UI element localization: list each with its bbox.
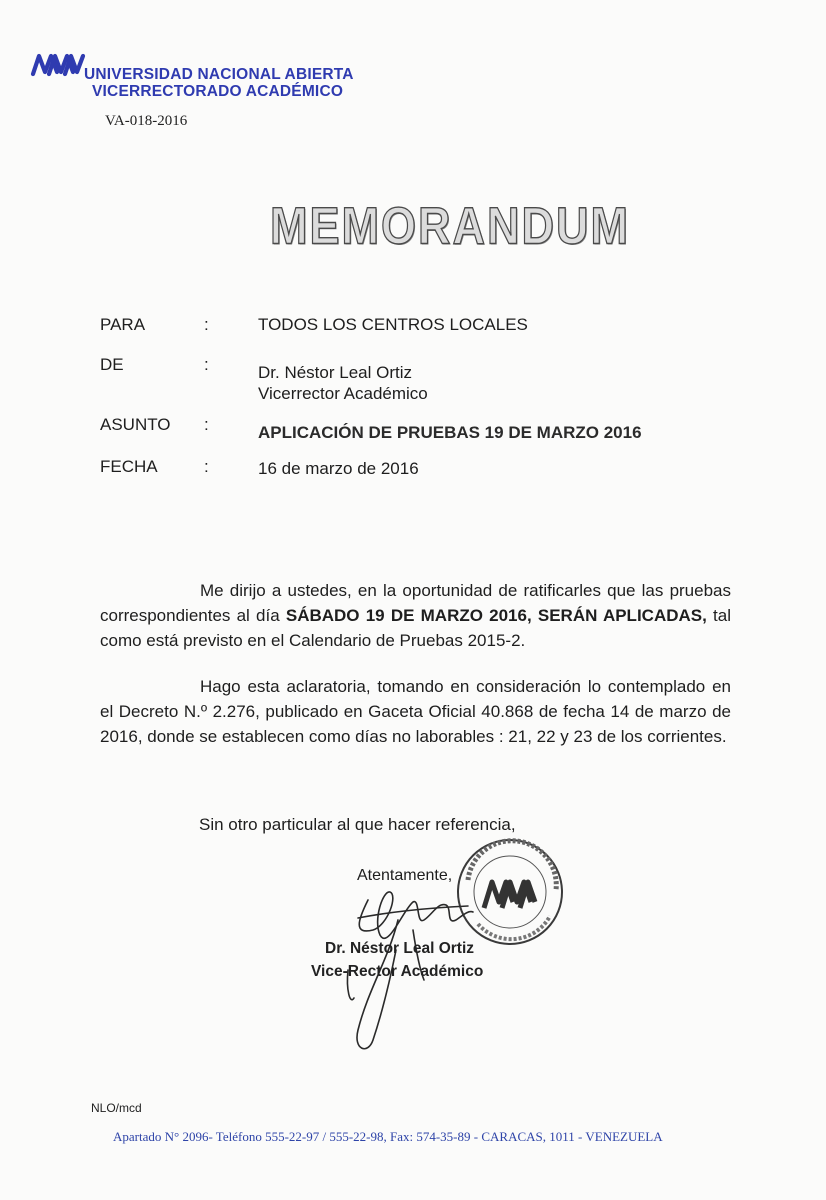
footer-contact: Apartado N° 2096- Teléfono 555-22-97 / 555-22-98, Fax: 574-35-89 - CARACAS, 1011 - VENEZUELA bbox=[113, 1129, 663, 1144]
paragraph-text: Me dirijo a ustedes, en la oportunidad de ratificarles que las pruebas correspondientes al día bbox=[100, 581, 731, 625]
sender-title: Vicerrector Académico bbox=[258, 384, 428, 403]
paragraph-text: tal como está previsto en el Calendario de Pruebas 2015-2. bbox=[100, 606, 731, 650]
field-label: PARA bbox=[100, 315, 146, 334]
body-paragraph-2 bbox=[100, 674, 731, 749]
sender-name: Dr. Néstor Leal Ortiz bbox=[258, 363, 412, 382]
signatory-name: Dr. Néstor Leal Ortiz bbox=[325, 940, 475, 957]
paragraph-emphasis: SÁBADO 19 DE MARZO 2016, SERÁN APLICADAS, bbox=[285, 606, 707, 625]
body-paragraph-1 bbox=[100, 578, 731, 653]
regards-line: Atentamente, bbox=[357, 867, 453, 884]
org-header bbox=[84, 66, 354, 100]
closing-line: Sin otro particular al que hacer referencia, bbox=[199, 815, 516, 834]
field-value: 16 de marzo de 2016 bbox=[258, 459, 419, 478]
typist-initials: NLO/mcd bbox=[91, 1101, 142, 1115]
una-logo-icon bbox=[30, 46, 86, 82]
reference-code: VA-018-2016 bbox=[105, 113, 188, 129]
field-label: DE bbox=[100, 355, 124, 374]
field-value: TODOS LOS CENTROS LOCALES bbox=[258, 315, 528, 334]
signatory-title: Vice-Rector Académico bbox=[311, 963, 484, 980]
field-colon: : bbox=[204, 457, 209, 476]
field-label: ASUNTO bbox=[100, 415, 171, 434]
field-value bbox=[258, 362, 428, 404]
field-colon: : bbox=[204, 355, 209, 374]
field-value: APLICACIÓN DE PRUEBAS 19 DE MARZO 2016 bbox=[258, 423, 642, 442]
paragraph-text: Hago esta aclaratoria, tomando en consideración lo contemplado en el Decreto N.º 2.276, publicado en Gaceta Oficial 40.868 de fecha 14 de marzo de 2016, donde se establecen como días no laborables : 21, 22 y 23 de los corrientes. bbox=[100, 677, 731, 746]
document-title: MEMORANDUM bbox=[270, 196, 630, 255]
field-colon: : bbox=[204, 415, 209, 434]
org-name: UNIVERSIDAD NACIONAL ABIERTA bbox=[84, 66, 354, 83]
field-colon: : bbox=[204, 315, 209, 334]
field-label: FECHA bbox=[100, 457, 158, 476]
department-name: VICERRECTORADO ACADÉMICO bbox=[92, 83, 344, 100]
